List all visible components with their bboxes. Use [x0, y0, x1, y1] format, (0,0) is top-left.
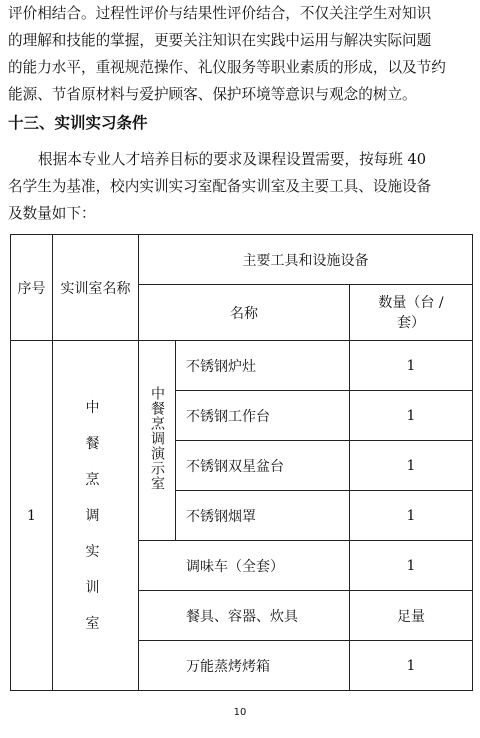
- item-name: 不锈钢双星盆台: [176, 441, 350, 491]
- text-line: 根据本专业人才培养目标的要求及课程设置需要，按每班 40: [38, 151, 427, 168]
- text-line: 及数量如下：: [8, 205, 96, 222]
- item-name: 不锈钢烟罩: [176, 491, 350, 541]
- text-line: 名学生为基准，校内实训实习室配备实训室及主要工具、设施设备: [8, 178, 432, 195]
- text-line: 评价相结合。过程性评价与结果性评价结合，不仅关注学生对知识: [8, 5, 432, 22]
- facilities-table: [10, 234, 473, 691]
- item-quantity: 足量: [350, 591, 473, 641]
- header-quantity: [350, 285, 473, 341]
- sub-room-text: 中餐烹调演示室: [149, 386, 165, 491]
- table-header-row: [11, 235, 473, 285]
- room-name-text: 中餐烹调实训室: [85, 399, 106, 632]
- text-line: 能源、节省原材料与爱护顾客、保护环境等意识与观念的树立。: [8, 86, 417, 103]
- cell-sub-room: [139, 341, 176, 541]
- text-line: 的理解和技能的掌握，更要关注知识在实践中运用与解决实际问题: [8, 32, 432, 49]
- header-main-tools: 主要工具和设施设备: [139, 235, 473, 285]
- cell-seq: 1: [11, 341, 53, 691]
- intro-paragraph: [8, 146, 474, 227]
- item-name: 餐具、容器、炊具: [139, 591, 350, 641]
- body-paragraph-top: [8, 0, 474, 108]
- text-line: 的能力水平，重视规范操作、礼仪服务等职业素质的形成，以及节约: [8, 59, 446, 76]
- item-quantity: 1: [350, 641, 473, 691]
- item-quantity: 1: [350, 541, 473, 591]
- page-number: 10: [233, 707, 247, 718]
- header-name: 名称: [139, 285, 350, 341]
- item-quantity: 1: [350, 491, 473, 541]
- item-name: 调味车（全套）: [139, 541, 350, 591]
- header-seq: 序号: [11, 235, 53, 341]
- item-quantity: 1: [350, 391, 473, 441]
- header-room-name: 实训室名称: [53, 235, 139, 341]
- item-quantity: 1: [350, 341, 473, 391]
- item-quantity: 1: [350, 441, 473, 491]
- item-name: 不锈钢炉灶: [176, 341, 350, 391]
- section-heading: 十三、实训实习条件: [8, 114, 148, 132]
- table-row: [11, 341, 473, 391]
- item-name: 不锈钢工作台: [176, 391, 350, 441]
- cell-room-name: [53, 341, 139, 691]
- item-name: 万能蒸烤烤箱: [139, 641, 350, 691]
- header-quantity-label: 数量（台 / 套）: [378, 294, 444, 331]
